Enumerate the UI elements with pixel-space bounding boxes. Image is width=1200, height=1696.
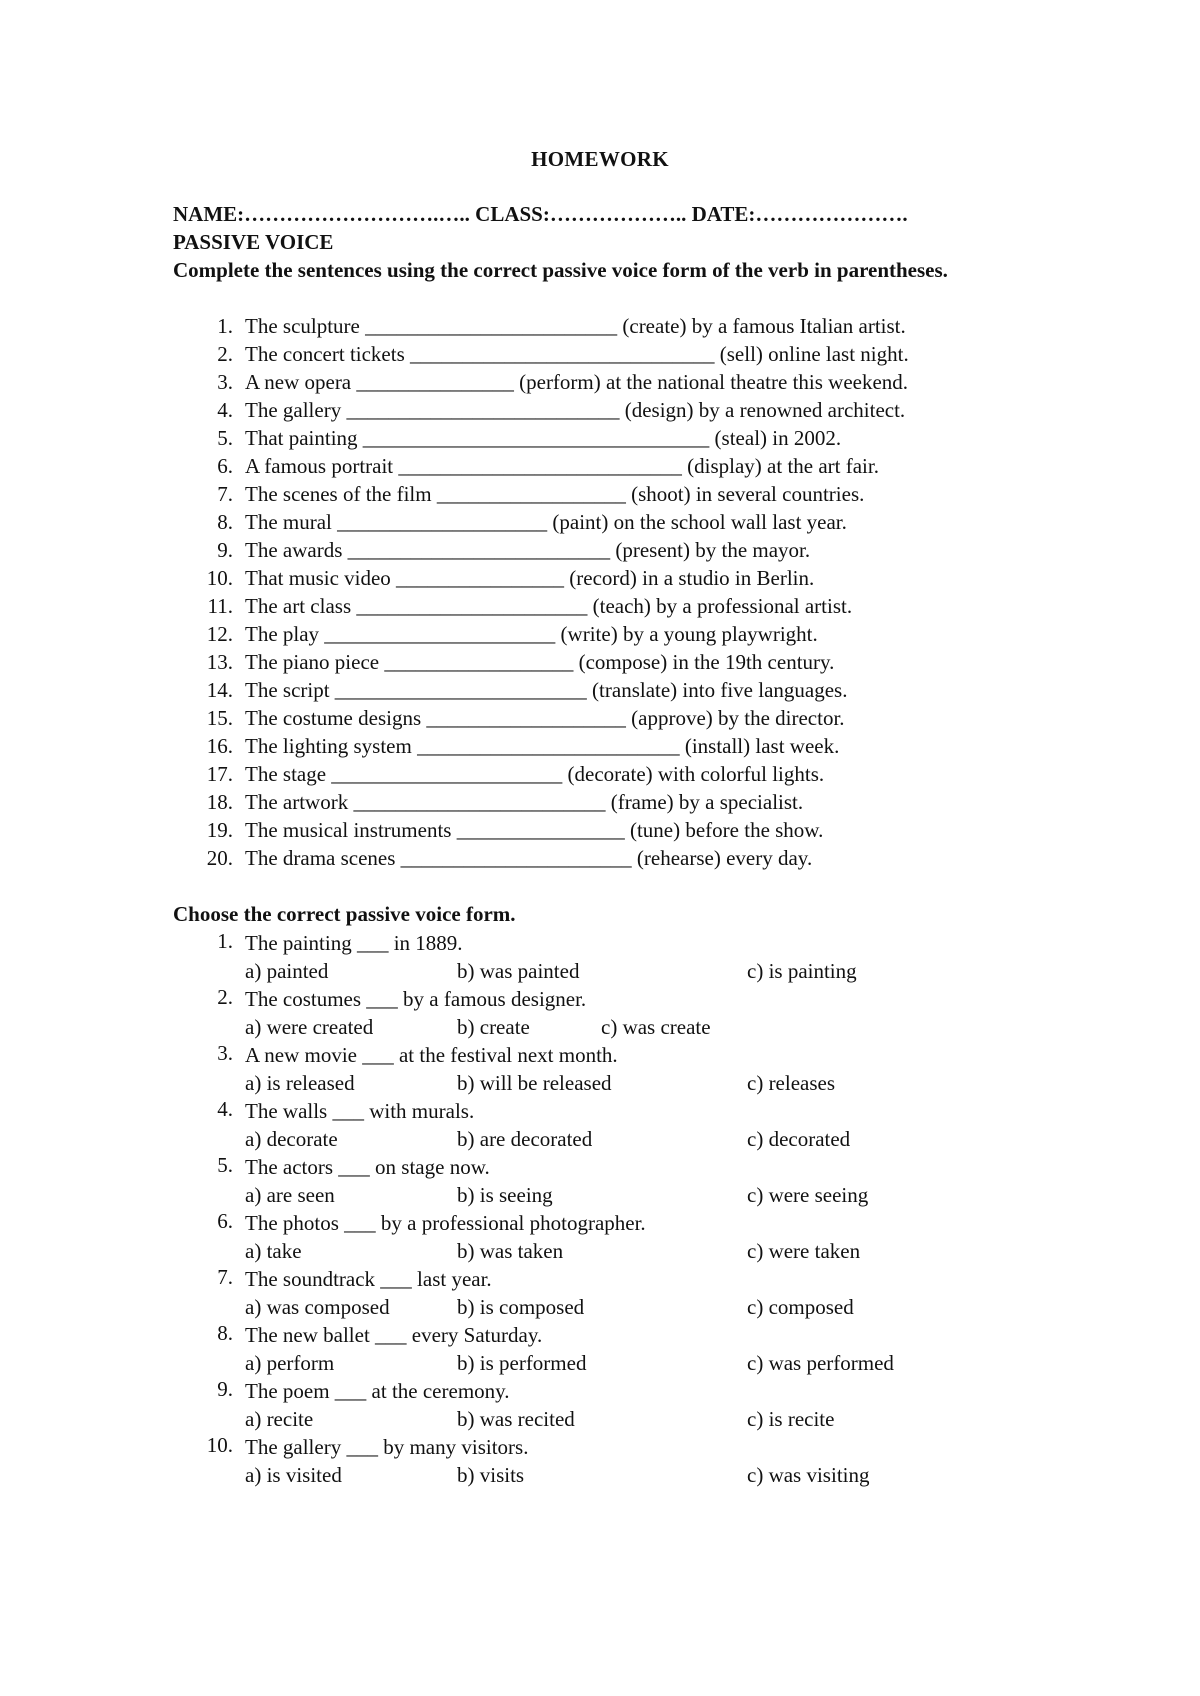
answer-options	[245, 1237, 1045, 1265]
item-number: 12.	[206, 622, 233, 646]
list-item	[173, 592, 1053, 620]
item-number: 10.	[206, 566, 233, 590]
option-c: c) were taken	[747, 1239, 861, 1263]
question-text: The new ballet ___ every Saturday.	[245, 1323, 543, 1347]
option-a: a) take	[245, 1239, 302, 1263]
question-text: The actors ___ on stage now.	[245, 1155, 490, 1179]
question-text: The poem ___ at the ceremony.	[245, 1379, 510, 1403]
item-number: 19.	[206, 818, 233, 842]
item-number: 13.	[206, 650, 233, 674]
question-item	[173, 1097, 1053, 1153]
item-number: 6.	[217, 1209, 233, 1233]
list-item	[173, 648, 1053, 676]
item-number: 9.	[217, 1377, 233, 1401]
page-title: HOMEWORK	[531, 147, 669, 171]
item-number: 18.	[206, 790, 233, 814]
option-c: c) releases	[747, 1071, 836, 1095]
list-item	[173, 424, 1053, 452]
question-text: The soundtrack ___ last year.	[245, 1267, 492, 1291]
list-item	[173, 396, 1053, 424]
list-item	[173, 452, 1053, 480]
answer-options	[245, 1293, 1045, 1321]
item-text: A new opera _______________ (perform) at the national theatre this weekend.	[245, 370, 909, 394]
option-b: b) are decorated	[457, 1127, 593, 1151]
item-text: The mural ____________________ (paint) on the school wall last year.	[245, 510, 847, 534]
part1-list	[173, 312, 1053, 872]
answer-options	[245, 957, 1045, 985]
option-a: a) is visited	[245, 1463, 342, 1487]
question-item	[173, 1433, 1053, 1489]
answer-options	[245, 1181, 1045, 1209]
item-text: The musical instruments ________________ (tune) before the show.	[245, 818, 824, 842]
list-item	[173, 368, 1053, 396]
list-item	[173, 564, 1053, 592]
list-item	[173, 816, 1053, 844]
list-item	[173, 676, 1053, 704]
item-number: 7.	[217, 1265, 233, 1289]
item-text: The play ______________________ (write) by a young playwright.	[245, 622, 818, 646]
option-c: c) decorated	[747, 1127, 851, 1151]
item-number: 7.	[217, 482, 233, 506]
item-number: 5.	[217, 426, 233, 450]
item-text: The scenes of the film __________________ (shoot) in several countries.	[245, 482, 865, 506]
option-c: c) is recite	[747, 1407, 835, 1431]
option-c: c) was visiting	[747, 1463, 870, 1487]
option-b: b) is performed	[457, 1351, 587, 1375]
item-number: 2.	[217, 342, 233, 366]
question-text: The costumes ___ by a famous designer.	[245, 987, 587, 1011]
option-c: c) were seeing	[747, 1183, 869, 1207]
option-b: b) was painted	[457, 959, 580, 983]
item-number: 3.	[217, 1041, 233, 1065]
item-text: The costume designs ___________________ (approve) by the director.	[245, 706, 845, 730]
question-item	[173, 1153, 1053, 1209]
item-number: 10.	[206, 1433, 233, 1457]
answer-options	[245, 1069, 1045, 1097]
question-text: The walls ___ with murals.	[245, 1099, 475, 1123]
option-a: a) recite	[245, 1407, 314, 1431]
list-item	[173, 536, 1053, 564]
list-item	[173, 788, 1053, 816]
item-number: 14.	[206, 678, 233, 702]
option-a: a) is released	[245, 1071, 355, 1095]
item-text: The concert tickets _____________________________ (sell) online last night.	[245, 342, 909, 366]
option-a: a) are seen	[245, 1183, 335, 1207]
item-text: The gallery __________________________ (design) by a renowned architect.	[245, 398, 906, 422]
answer-options	[245, 1461, 1045, 1489]
item-number: 5.	[217, 1153, 233, 1177]
list-item	[173, 760, 1053, 788]
option-a: a) was composed	[245, 1295, 390, 1319]
item-text: That painting _________________________________ (steal) in 2002.	[245, 426, 842, 450]
item-number: 9.	[217, 538, 233, 562]
question-item	[173, 1321, 1053, 1377]
question-text: The painting ___ in 1889.	[245, 931, 463, 955]
option-b: b) is composed	[457, 1295, 585, 1319]
part2-list	[173, 929, 1053, 1489]
list-item	[173, 620, 1053, 648]
item-text: The lighting system _________________________ (install) last week.	[245, 734, 840, 758]
item-number: 8.	[217, 510, 233, 534]
question-text: The photos ___ by a professional photographer.	[245, 1211, 646, 1235]
answer-options	[245, 1349, 1045, 1377]
list-item	[173, 312, 1053, 340]
item-number: 15.	[206, 706, 233, 730]
option-c: c) was performed	[747, 1351, 894, 1375]
student-info-line: NAME:……………………….….. CLASS:……………….. DATE:………………….	[173, 202, 908, 226]
list-item	[173, 508, 1053, 536]
option-b: b) is seeing	[457, 1183, 553, 1207]
question-item	[173, 1265, 1053, 1321]
answer-options	[245, 1013, 1045, 1041]
option-c: c) composed	[747, 1295, 854, 1319]
option-b: b) visits	[457, 1463, 525, 1487]
option-b: b) create	[457, 1015, 530, 1039]
item-number: 1.	[217, 929, 233, 953]
item-text: The sculpture ________________________ (create) by a famous Italian artist.	[245, 314, 906, 338]
option-a: a) decorate	[245, 1127, 338, 1151]
item-text: The artwork ________________________ (frame) by a specialist.	[245, 790, 804, 814]
question-item	[173, 929, 1053, 985]
question-item	[173, 985, 1053, 1041]
question-item	[173, 1209, 1053, 1265]
item-text: The awards _________________________ (present) by the mayor.	[245, 538, 811, 562]
item-text: The script ________________________ (translate) into five languages.	[245, 678, 848, 702]
item-number: 8.	[217, 1321, 233, 1345]
section-title: PASSIVE VOICE	[173, 230, 334, 254]
item-number: 17.	[206, 762, 233, 786]
list-item	[173, 732, 1053, 760]
item-number: 3.	[217, 370, 233, 394]
option-a: a) painted	[245, 959, 329, 983]
list-item	[173, 340, 1053, 368]
item-number: 4.	[217, 398, 233, 422]
item-number: 1.	[217, 314, 233, 338]
item-number: 4.	[217, 1097, 233, 1121]
item-text: The piano piece __________________ (compose) in the 19th century.	[245, 650, 835, 674]
item-number: 20.	[206, 846, 233, 870]
item-number: 2.	[217, 985, 233, 1009]
list-item	[173, 704, 1053, 732]
option-a: a) were created	[245, 1015, 374, 1039]
list-item	[173, 480, 1053, 508]
question-item	[173, 1377, 1053, 1433]
item-text: A famous portrait ___________________________ (display) at the art fair.	[245, 454, 879, 478]
item-number: 16.	[206, 734, 233, 758]
option-b: b) was taken	[457, 1239, 564, 1263]
list-item	[173, 844, 1053, 872]
part2-instruction: Choose the correct passive voice form.	[173, 902, 516, 926]
item-number: 11.	[207, 594, 233, 618]
option-c: c) was create	[601, 1015, 711, 1039]
item-text: That music video ________________ (record) in a studio in Berlin.	[245, 566, 815, 590]
part1-instruction: Complete the sentences using the correct passive voice form of the verb in parentheses.	[173, 258, 948, 282]
answer-options	[245, 1405, 1045, 1433]
option-a: a) perform	[245, 1351, 335, 1375]
item-number: 6.	[217, 454, 233, 478]
question-item	[173, 1041, 1053, 1097]
item-text: The stage ______________________ (decorate) with colorful lights.	[245, 762, 825, 786]
item-text: The art class ______________________ (teach) by a professional artist.	[245, 594, 853, 618]
item-text: The drama scenes ______________________ (rehearse) every day.	[245, 846, 813, 870]
option-b: b) was recited	[457, 1407, 575, 1431]
question-text: A new movie ___ at the festival next month.	[245, 1043, 618, 1067]
question-text: The gallery ___ by many visitors.	[245, 1435, 529, 1459]
option-c: c) is painting	[747, 959, 857, 983]
option-b: b) will be released	[457, 1071, 612, 1095]
answer-options	[245, 1125, 1045, 1153]
